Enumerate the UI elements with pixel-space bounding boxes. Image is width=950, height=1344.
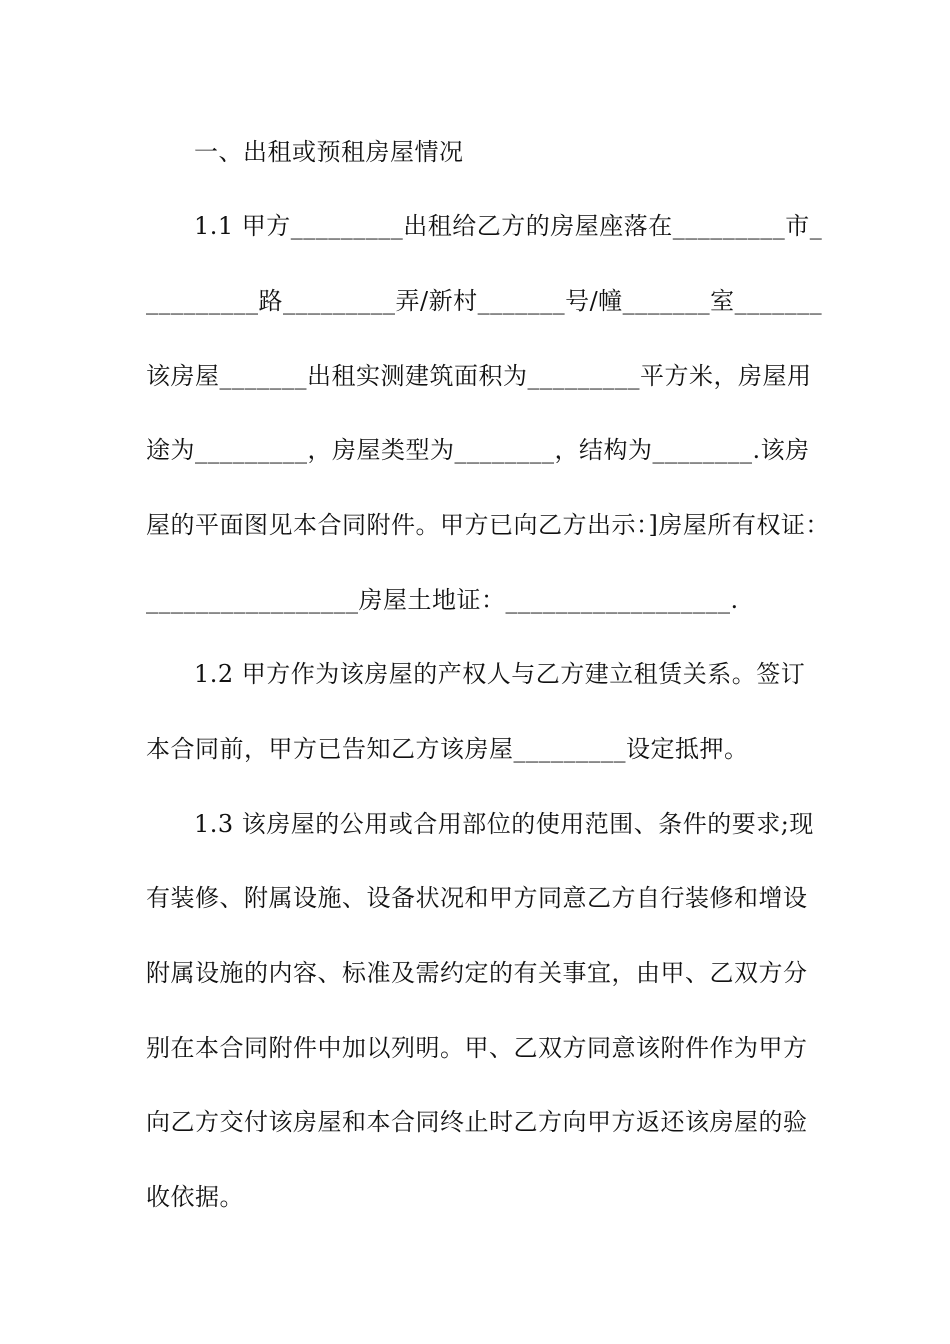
paragraph-1-1-line-1: 1.1 甲方_________出租给乙方的房屋座落在_________市_ xyxy=(194,212,823,240)
paragraph-1-3-line-3: 附属设施的内容、标准及需约定的有关事宜，由甲、乙双方分 xyxy=(146,959,808,987)
paragraph-1-3-line-6: 收依据。 xyxy=(146,1183,244,1211)
paragraph-1-3-line-4: 别在本合同附件中加以列明。甲、乙双方同意该附件作为甲方 xyxy=(146,1034,808,1062)
paragraph-1-1-line-3: 该房屋_______出租实测建筑面积为_________平方米，房屋用 xyxy=(146,362,812,390)
paragraph-1-2-line-1: 1.2 甲方作为该房屋的产权人与乙方建立租赁关系。签订 xyxy=(194,660,806,688)
paragraph-1-3-line-1: 1.3 该房屋的公用或合用部位的使用范围、条件的要求;现 xyxy=(194,810,814,838)
paragraph-1-1-line-5: 屋的平面图见本合同附件。甲方已向乙方出示：]房屋所有权证： xyxy=(146,511,830,539)
paragraph-1-2-line-2: 本合同前，甲方已告知乙方该房屋_________设定抵押。 xyxy=(146,735,749,763)
section-heading: 一、出租或预租房屋情况 xyxy=(194,138,464,166)
paragraph-1-3-line-2: 有装修、附属设施、设备状况和甲方同意乙方自行装修和增设 xyxy=(146,884,808,912)
paragraph-1-3-line-5: 向乙方交付该房屋和本合同终止时乙方向甲方返还该房屋的验 xyxy=(146,1108,808,1136)
paragraph-1-1-line-2: _________路_________弄/新村_______号/幢_______室_______ xyxy=(146,287,823,315)
paragraph-1-1-line-4: 途为_________，房屋类型为________，结构为________.该房 xyxy=(146,436,810,464)
paragraph-1-1-line-6: _________________房屋土地证：__________________. xyxy=(146,586,739,614)
